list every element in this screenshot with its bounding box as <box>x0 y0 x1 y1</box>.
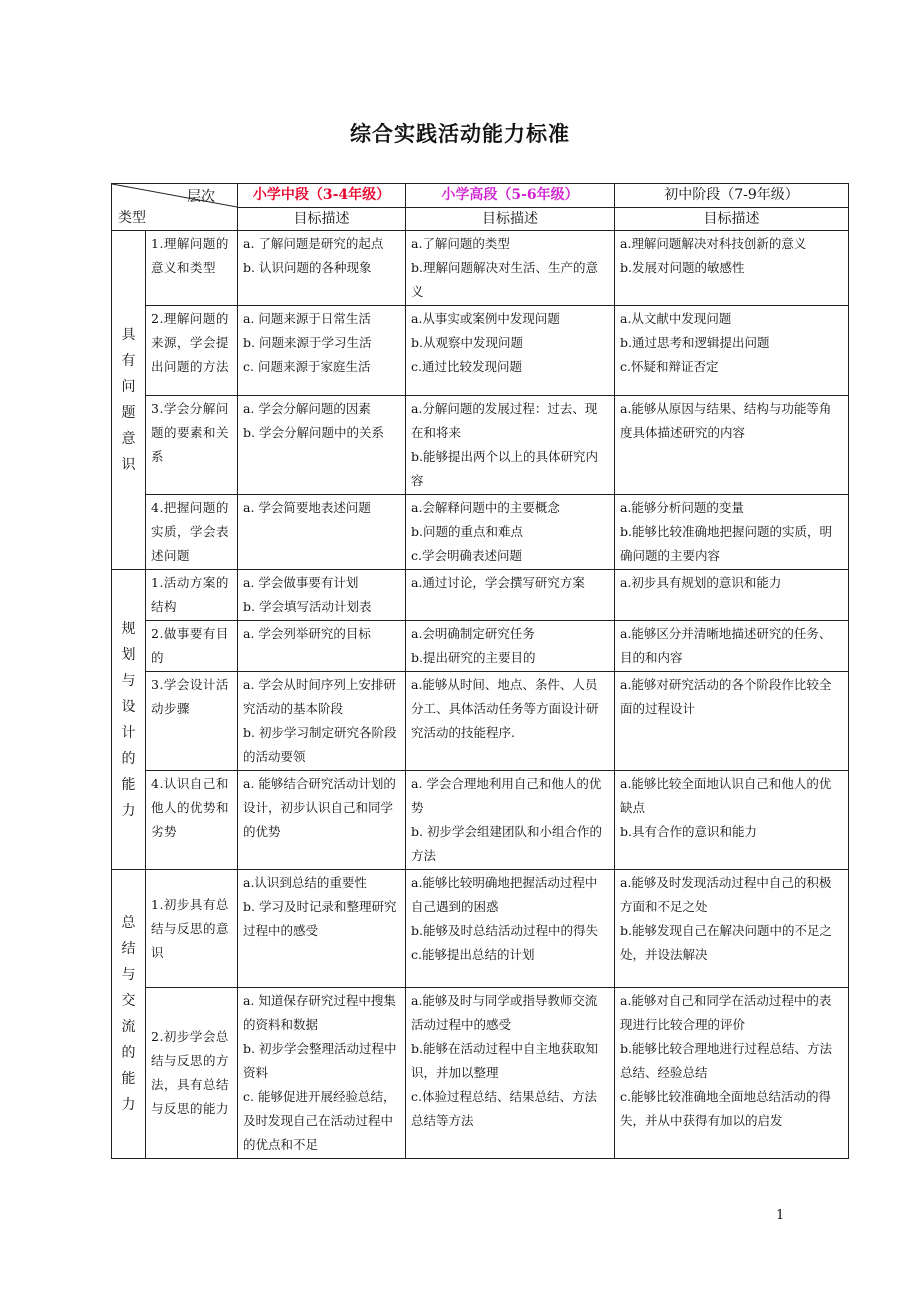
table-row <box>112 231 849 306</box>
goal-cell-1 <box>238 771 406 870</box>
category-cell <box>112 231 146 570</box>
desc-header-2: 目标描述 <box>406 207 615 231</box>
category-char: 问 <box>121 379 136 395</box>
category-char: 设 <box>121 698 136 715</box>
goal-item: a.分解问题的发展过程：过去、现在和将来 <box>411 401 598 440</box>
goal-item: a.认识到总结的重要性 <box>243 875 367 890</box>
goal-item: a.能够对研究活动的各个阶段作比较全面的过程设计 <box>620 677 832 716</box>
goal-item: c.体验过程总结、结果总结、方法总结等方法 <box>411 1089 597 1128</box>
goal-item: b.能够比较准确地把握问题的实质，明确问题的主要内容 <box>620 524 832 563</box>
goal-cell-2 <box>406 570 615 621</box>
goal-item: b.能够发现自己在解决问题中的不足之处，并设法解决 <box>620 923 832 962</box>
goal-item: c. 问题来源于家庭生活 <box>243 359 371 374</box>
column-header-primary-middle: 小学中段（3-4年级） <box>238 184 406 208</box>
column-header-primary-upper: 小学高段（5-6年级） <box>406 184 615 208</box>
table-row <box>112 771 849 870</box>
level-label: 层次 <box>187 189 215 205</box>
category-char: 能 <box>121 1071 136 1087</box>
goal-cell-2 <box>406 672 615 771</box>
goal-item: a.能够对自己和同学在活动过程中的表现进行比较合理的评价 <box>620 993 832 1032</box>
goal-cell-2 <box>406 495 615 570</box>
goal-item: a.能够从原因与结果、结构与功能等角度具体描述研究的内容 <box>620 401 832 440</box>
goal-item: a. 了解问题是研究的起点 <box>243 236 384 251</box>
category-char: 流 <box>121 1019 136 1035</box>
goal-item: c.能够提出总结的计划 <box>411 947 535 962</box>
category-char: 计 <box>121 724 136 741</box>
subtype-cell: 3.学会设计活动步骤 <box>146 672 238 771</box>
goal-cell-2 <box>406 306 615 396</box>
goal-cell-1 <box>238 988 406 1159</box>
category-char: 力 <box>121 1097 136 1113</box>
subtype-cell: 1.理解问题的意义和类型 <box>146 231 238 306</box>
header-row-1 <box>112 184 849 208</box>
goal-item: a. 学会简要地表述问题 <box>243 500 371 515</box>
goal-item: b.能够比较合理地进行过程总结、方法总结、经验总结 <box>620 1041 832 1080</box>
goal-item: a. 问题来源于日常生活 <box>243 311 371 326</box>
goal-cell-3 <box>615 870 849 988</box>
goal-cell-3 <box>615 396 849 495</box>
goal-cell-3 <box>615 672 849 771</box>
table-row <box>112 870 849 988</box>
subtype-cell: 1.活动方案的结构 <box>146 570 238 621</box>
category-char: 结 <box>121 941 136 957</box>
goal-cell-2 <box>406 396 615 495</box>
desc-header-3: 目标描述 <box>615 207 849 231</box>
goal-item: a.会明确制定研究任务 <box>411 626 535 641</box>
goal-item: c.怀疑和辩证否定 <box>620 359 719 374</box>
table-row <box>112 495 849 570</box>
goal-item: a. 学会合理地利用自己和他人的优势 <box>411 776 602 815</box>
goal-item: a.能够比较明确地把握活动过程中自己遇到的困惑 <box>411 875 598 914</box>
goal-cell-3 <box>615 771 849 870</box>
goal-item: b.从观察中发现问题 <box>411 335 523 350</box>
goal-item: b. 问题来源于学习生活 <box>243 335 372 350</box>
table-row <box>112 570 849 621</box>
goal-item: a.了解问题的类型 <box>411 236 510 251</box>
subtype-cell: 4.认识自己和他人的优势和劣势 <box>146 771 238 870</box>
goal-item: b. 认识问题的各种现象 <box>243 260 372 275</box>
goal-item: b. 学会填写活动计划表 <box>243 599 372 614</box>
column-header-junior-high: 初中阶段（7-9年级） <box>615 184 849 208</box>
goal-cell-3 <box>615 621 849 672</box>
goal-cell-3 <box>615 988 849 1159</box>
goal-item: a.初步具有规划的意识和能力 <box>620 575 782 590</box>
goal-item: a.能够区分并清晰地描述研究的任务、目的和内容 <box>620 626 832 665</box>
subtype-cell: 4.把握问题的实质，学会表述问题 <box>146 495 238 570</box>
goal-item: b. 初步学习制定研究各阶段的活动要领 <box>243 725 397 764</box>
goal-item: a.能够比较全面地认识自己和他人的优缺点 <box>620 776 832 815</box>
goal-item: b. 学习及时记录和整理研究过程中的感受 <box>243 899 397 938</box>
goal-item: b.能够及时总结活动过程中的得失 <box>411 923 598 938</box>
goal-item: a.能够分析问题的变量 <box>620 500 744 515</box>
table-row <box>112 306 849 396</box>
goal-item: a.从事实或案例中发现问题 <box>411 311 560 326</box>
goal-item: a. 学会分解问题的因素 <box>243 401 371 416</box>
goal-item: b.发展对问题的敏感性 <box>620 260 745 275</box>
subtype-cell: 3.学会分解问题的要素和关系 <box>146 396 238 495</box>
category-char: 能 <box>121 776 136 793</box>
category-cell <box>112 870 146 1159</box>
goal-cell-3 <box>615 231 849 306</box>
subtype-cell: 2.做事要有目的 <box>146 621 238 672</box>
goal-item: a. 学会做事要有计划 <box>243 575 359 590</box>
goal-item: b.能够提出两个以上的具体研究内容 <box>411 449 598 488</box>
goal-cell-1 <box>238 621 406 672</box>
goal-cell-2 <box>406 621 615 672</box>
category-char: 规 <box>121 620 136 637</box>
goal-item: a.能够从时间、地点、条件、人员分工、具体活动任务等方面设计研究活动的技能程序. <box>411 677 599 740</box>
goal-cell-3 <box>615 306 849 396</box>
page-number: 1 <box>776 1208 785 1223</box>
goal-cell-1 <box>238 396 406 495</box>
category-char: 力 <box>121 802 136 819</box>
table-row <box>112 988 849 1159</box>
subtype-cell: 1.初步具有总结与反思的意识 <box>146 870 238 988</box>
goal-item: a.能够及时发现活动过程中自己的积极方面和不足之处 <box>620 875 832 914</box>
category-char: 总 <box>121 915 136 931</box>
goal-cell-1 <box>238 570 406 621</box>
goal-cell-1 <box>238 306 406 396</box>
goal-item: a. 知道保存研究过程中搜集的资料和数据 <box>243 993 396 1032</box>
goal-item: b.具有合作的意识和能力 <box>620 824 757 839</box>
goal-cell-3 <box>615 495 849 570</box>
goal-item: c.学会明确表述问题 <box>411 548 522 563</box>
goal-cell-2 <box>406 988 615 1159</box>
table-row <box>112 621 849 672</box>
goal-item: a.通过讨论，学会撰写研究方案 <box>411 575 585 590</box>
document-title: 综合实践活动能力标准 <box>350 122 570 146</box>
goal-item: b.问题的重点和难点 <box>411 524 523 539</box>
desc-header-1: 目标描述 <box>238 207 406 231</box>
category-char: 与 <box>121 967 136 983</box>
goal-cell-1 <box>238 231 406 306</box>
goal-item: c.通过比较发现问题 <box>411 359 522 374</box>
category-char: 有 <box>121 353 136 369</box>
category-char: 识 <box>121 457 136 473</box>
goal-cell-1 <box>238 870 406 988</box>
category-char: 具 <box>121 327 136 343</box>
goal-cell-2 <box>406 771 615 870</box>
category-char: 题 <box>121 405 136 421</box>
standards-table <box>111 183 849 1159</box>
goal-item: b.理解问题解决对生活、生产的意义 <box>411 260 598 299</box>
category-char: 与 <box>121 672 136 689</box>
goal-cell-2 <box>406 231 615 306</box>
goal-item: a.能够及时与同学或指导教师交流活动过程中的感受 <box>411 993 598 1032</box>
goal-cell-1 <box>238 495 406 570</box>
table-row <box>112 396 849 495</box>
goal-cell-2 <box>406 870 615 988</box>
category-char: 划 <box>121 646 136 663</box>
goal-item: b. 初步学会组建团队和小组合作的方法 <box>411 824 602 863</box>
category-char: 交 <box>121 993 136 1009</box>
category-char: 意 <box>121 431 136 447</box>
goal-item: a.从文献中发现问题 <box>620 311 732 326</box>
goal-item: c. 能够促进开展经验总结，及时发现自己在活动过程中的优点和不足 <box>243 1089 396 1152</box>
goal-item: b. 学会分解问题中的关系 <box>243 425 384 440</box>
goal-item: b.提出研究的主要目的 <box>411 650 536 665</box>
goal-cell-1 <box>238 672 406 771</box>
category-char: 的 <box>121 1045 136 1061</box>
goal-item: a. 学会从时间序列上安排研究活动的基本阶段 <box>243 677 396 716</box>
category-cell <box>112 570 146 870</box>
type-label: 类型 <box>118 210 146 226</box>
goal-cell-3 <box>615 570 849 621</box>
table-row <box>112 672 849 771</box>
subtype-cell: 2.初步学会总结与反思的方法，具有总结与反思的能力 <box>146 988 238 1159</box>
goal-item: a. 能够结合研究活动计划的设计，初步认识自己和同学的优势 <box>243 776 396 839</box>
category-char: 的 <box>121 750 136 767</box>
goal-item: a.会解释问题中的主要概念 <box>411 500 560 515</box>
goal-item: b.通过思考和逻辑提出问题 <box>620 335 770 350</box>
goal-item: a.理解问题解决对科技创新的意义 <box>620 236 807 251</box>
subtype-cell: 2.理解问题的来源，学会提出问题的方法 <box>146 306 238 396</box>
goal-item: a. 学会列举研究的目标 <box>243 626 371 641</box>
goal-item: c.能够比较准确地全面地总结活动的得失，并从中获得有加以的启发 <box>620 1089 831 1128</box>
diagonal-header-cell <box>112 184 238 231</box>
goal-item: b. 初步学会整理活动过程中资料 <box>243 1041 397 1080</box>
goal-item: b.能够在活动过程中自主地获取知识，并加以整理 <box>411 1041 598 1080</box>
